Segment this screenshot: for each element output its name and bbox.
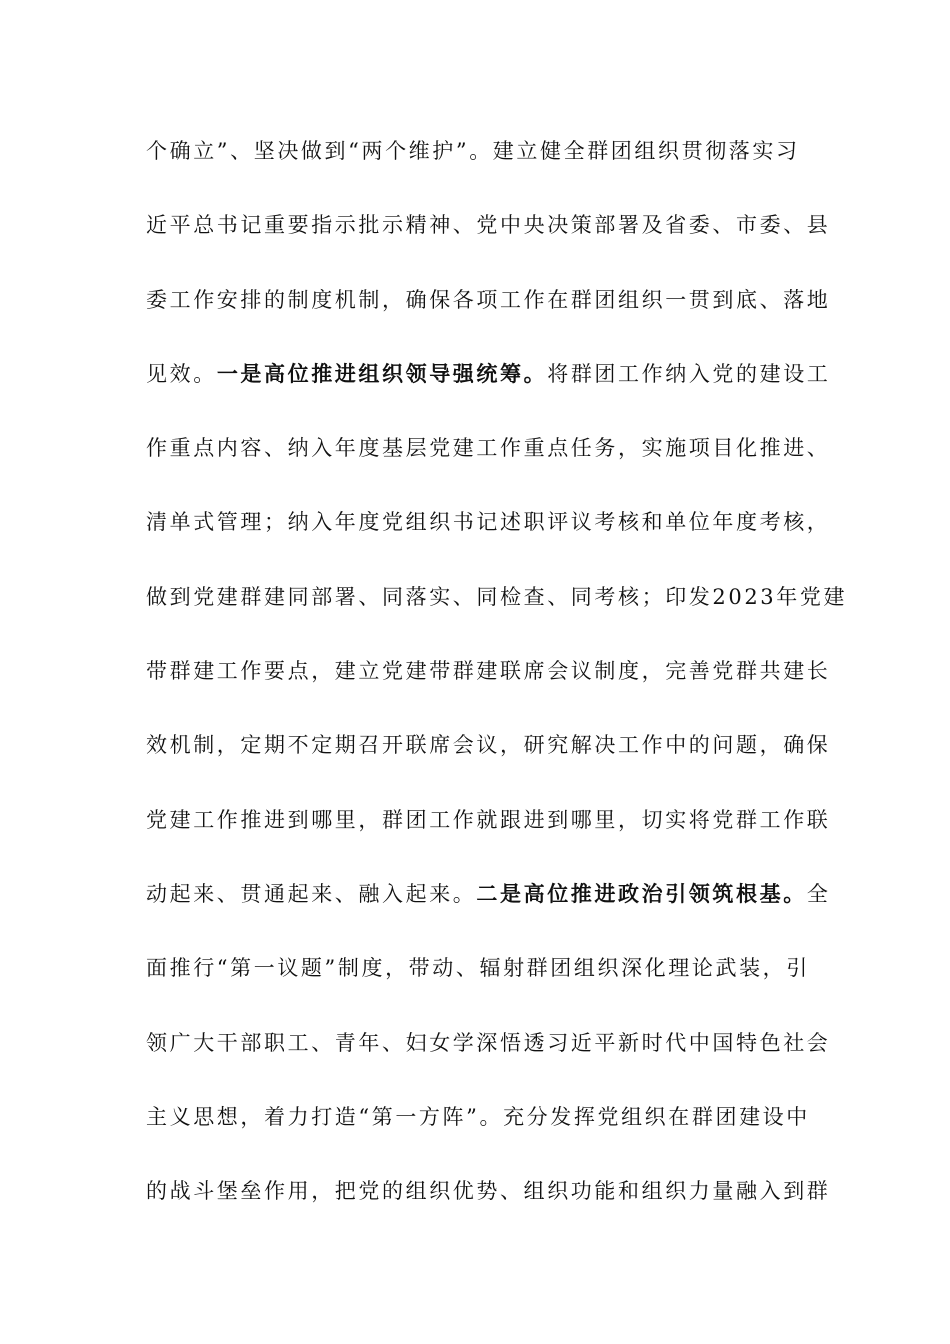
body-text-segment: 见效。 bbox=[146, 361, 217, 386]
text-line bbox=[146, 1097, 810, 1171]
body-text-segment: 领广大干部职工、青年、妇女学深悟透习近平新时代中国特色社会 bbox=[146, 1030, 831, 1055]
text-line bbox=[146, 800, 831, 874]
body-text-segment: 个确立”、坚决做到“两个维护”。建立健全群团组织贯彻落实习 bbox=[146, 139, 800, 163]
text-line bbox=[146, 354, 831, 428]
body-text-segment: 做到党建群建同部署、同落实、同检查、同考核；印发2023年党建 bbox=[146, 584, 848, 609]
text-line bbox=[146, 948, 810, 1022]
body-text-segment: 效机制，定期不定期召开联席会议，研究解决工作中的问题，确保 bbox=[146, 733, 831, 758]
body-text-segment: 清单式管理；纳入年度党组织书记述职评议考核和单位年度考核， bbox=[146, 510, 831, 535]
body-text-segment: 委工作安排的制度机制，确保各项工作在群团组织一贯到底、落地 bbox=[146, 287, 831, 312]
text-line bbox=[146, 651, 831, 725]
body-text bbox=[146, 131, 848, 1245]
body-text-segment: 主义思想，着力打造“第一方阵”。充分发挥党组织在群团建设中 bbox=[146, 1104, 810, 1129]
text-line bbox=[146, 1023, 831, 1097]
text-line bbox=[146, 428, 831, 502]
text-line bbox=[146, 131, 806, 205]
text-line bbox=[146, 205, 831, 279]
body-text-segment: 党建工作推进到哪里，群团工作就跟进到哪里，切实将党群工作联 bbox=[146, 807, 831, 832]
text-line bbox=[146, 725, 831, 799]
body-text-segment: 近平总书记重要指示批示精神、党中央决策部署及省委、市委、县 bbox=[146, 213, 831, 238]
text-line bbox=[146, 1171, 831, 1245]
body-text-segment: 全 bbox=[806, 881, 831, 906]
body-text-segment: 动起来、贯通起来、融入起来。 bbox=[146, 881, 477, 906]
bold-heading-text: 一是高位推进组织领导强统筹。 bbox=[216, 360, 548, 386]
body-text-segment: 的战斗堡垒作用，把党的组织优势、组织功能和组织力量融入到群 bbox=[146, 1179, 831, 1204]
body-text-segment: 面推行“第一议题”制度，带动、辐射群团组织深化理论武装，引 bbox=[146, 956, 810, 981]
body-text-segment: 带群建工作要点，建立党建带群建联席会议制度，完善党群共建长 bbox=[146, 659, 831, 684]
text-line bbox=[146, 577, 848, 651]
body-text-segment: 作重点内容、纳入年度基层党建工作重点任务，实施项目化推进、 bbox=[146, 436, 831, 461]
body-text-segment: 将群团工作纳入党的建设工 bbox=[547, 361, 831, 386]
text-line bbox=[146, 874, 831, 948]
text-line bbox=[146, 280, 831, 354]
text-line bbox=[146, 502, 831, 576]
bold-heading-text: 二是高位推进政治引领筑根基。 bbox=[476, 880, 807, 906]
